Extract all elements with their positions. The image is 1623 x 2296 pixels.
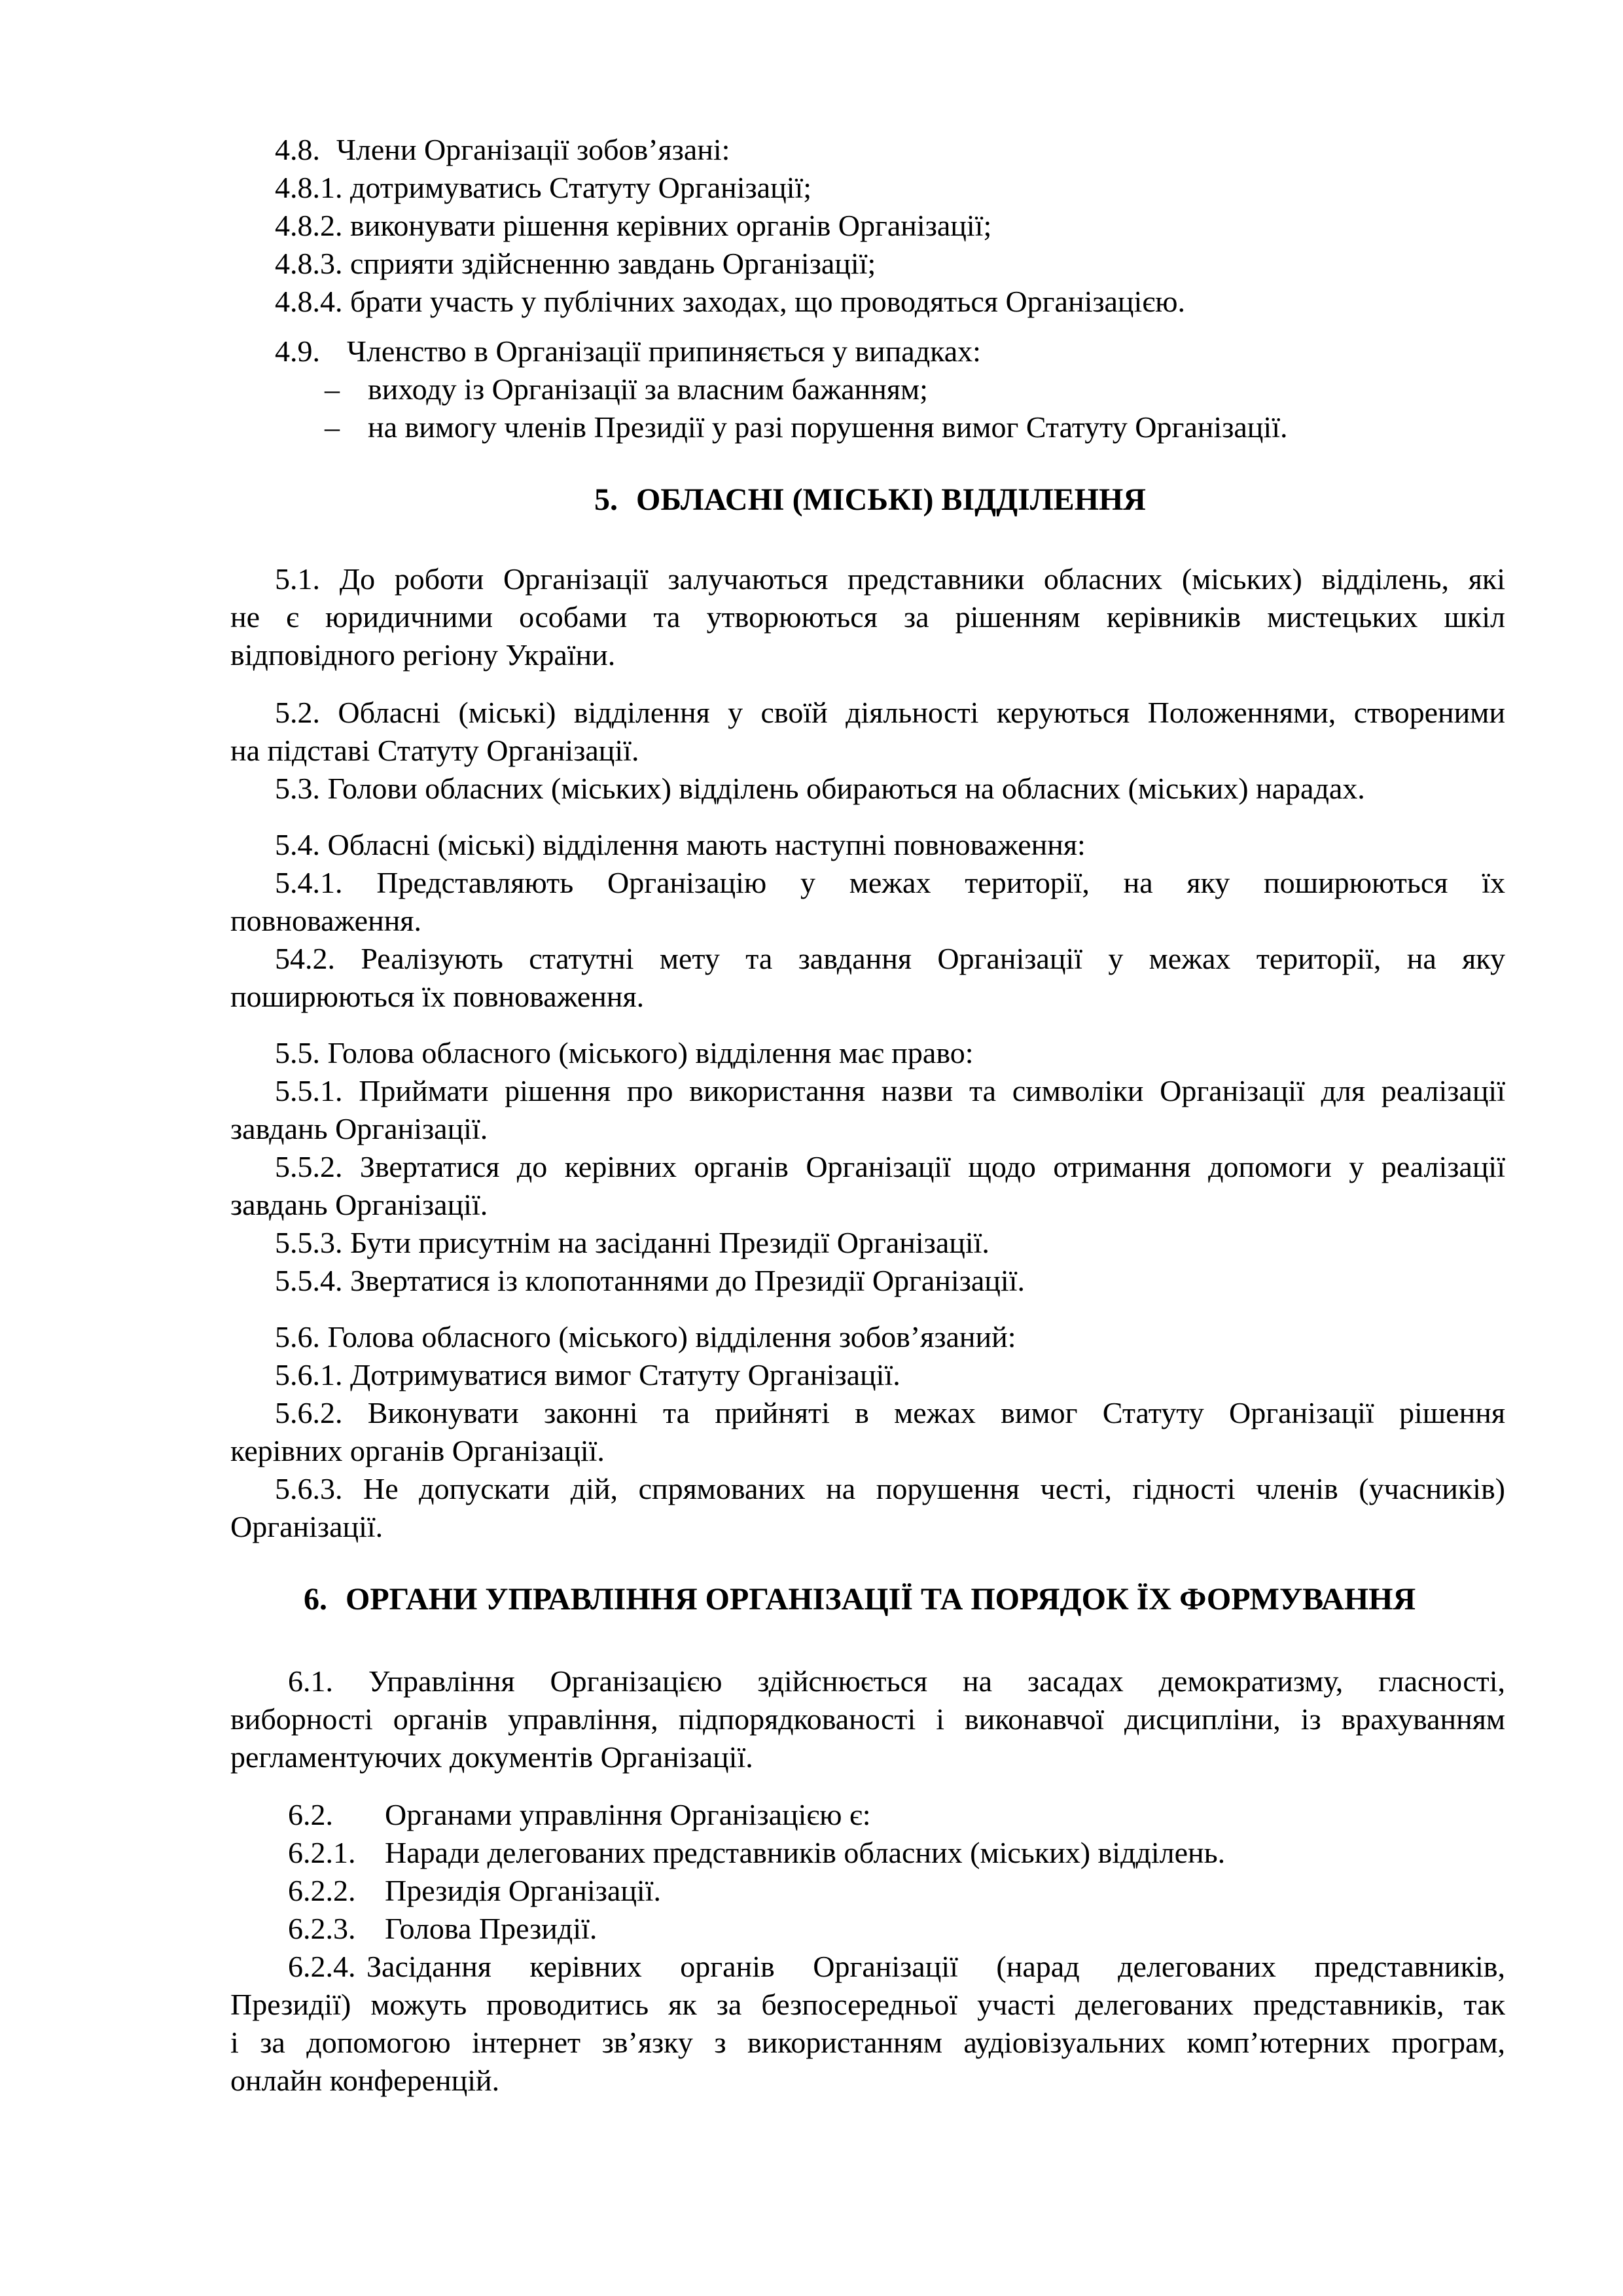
clause-6-2 (288, 1796, 1563, 1834)
heading-number: 5. (594, 482, 618, 517)
para-5-6: 5.6. Голова обласного (міського) відділення зобов’язаний: (275, 1320, 1016, 1354)
para-5-4-2-line-2: поширюються їх повноваження. (230, 980, 645, 1013)
clause-4-9 (275, 332, 1550, 370)
clause-6-2-1 (288, 1834, 1563, 1872)
clause-number: 6.2.1. (288, 1836, 356, 1869)
dash-bullet-icon: – (325, 410, 340, 444)
clause-number: 4.8.1. (275, 171, 343, 204)
clause-text: Члени Організації зобов’язані: (336, 133, 730, 166)
section-5-heading (594, 480, 1623, 520)
heading-number: 6. (304, 1582, 327, 1617)
heading-text: ОБЛАСНІ (МІСЬКІ) ВІДДІЛЕННЯ (636, 482, 1146, 517)
clause-text: Членство в Організації припиняється у випадках: (347, 334, 981, 368)
clause-number: 4.8.2. (275, 209, 343, 242)
para-5-4-1-line-2: повноваження. (230, 904, 421, 937)
clause-4-8 (275, 131, 1550, 169)
clause-number: 4.8. (275, 133, 320, 166)
clause-4-8-4 (275, 283, 1550, 321)
clause-6-2-3 (288, 1910, 1563, 1948)
para-5-4-2-line-1: 54.2. Реалізують статутні мету та завдання Організації у межах території, на яку (275, 942, 1505, 975)
clause-text: Органами управління Організацією є: (385, 1798, 871, 1831)
para-6-1-line-3: регламентуючих документів Організації. (230, 1740, 753, 1774)
clause-text: брати участь у публічних заходах, що проводяться Організацією. (350, 285, 1185, 318)
clause-6-2-2 (288, 1872, 1563, 1910)
para-5-2-line-2: на підставі Статуту Організації. (230, 734, 639, 767)
clause-6-2-4-line-2: Президії) можуть проводитись як за безпосередньої участі делегованих представників, так (230, 1988, 1505, 2021)
clause-4-8-2 (275, 207, 1550, 245)
clause-4-8-3 (275, 245, 1550, 283)
heading-text: ОРГАНИ УПРАВЛІННЯ ОРГАНІЗАЦІЇ ТА ПОРЯДОК ЇХ ФОРМУВАННЯ (346, 1582, 1416, 1617)
clause-number: 6.2. (288, 1798, 333, 1831)
clause-text: Голова Президії. (385, 1912, 597, 1945)
para-6-1-line-2: виборності органів управління, підпорядкованості і виконавчої дисципліни, із врахуванням (230, 1702, 1505, 1736)
clause-text: сприяти здійсненню завдань Організації; (350, 247, 876, 280)
section-6-heading (304, 1580, 1578, 1619)
para-5-6-2-line-1: 5.6.2. Виконувати законні та прийняті в межах вимог Статуту Організації рішення (275, 1396, 1505, 1429)
dash-bullet-icon: – (325, 372, 340, 406)
para-5-6-1: 5.6.1. Дотримуватися вимог Статуту Організації. (275, 1358, 901, 1391)
clause-number: 4.8.4. (275, 285, 343, 318)
bullet-item (325, 408, 1599, 446)
para-5-1-line-2: не є юридичними особами та утворюються за рішенням керівників мистецьких шкіл (230, 600, 1505, 634)
para-5-4: 5.4. Обласні (міські) відділення мають наступні повноваження: (275, 828, 1086, 861)
para-6-1-line-1: 6.1. Управління Організацією здійснюється на засадах демократизму, гласності, (288, 1664, 1505, 1698)
clause-6-2-4-line-1 (288, 1948, 1505, 1986)
para-5-1-line-3: відповідного регіону України. (230, 638, 616, 672)
para-5-5-3: 5.5.3. Бути присутнім на засіданні Президії Організації. (275, 1226, 990, 1259)
clause-text: Президія Організації. (385, 1874, 661, 1907)
para-5-1-line-1: 5.1. До роботи Організації залучаються представники обласних (міських) відділень, які (275, 562, 1505, 596)
para-5-5-2-line-2: завдань Організації. (230, 1188, 488, 1221)
clause-number: 6.2.2. (288, 1874, 356, 1907)
clause-6-2-4-line-4: онлайн конференцій. (230, 2064, 500, 2097)
clause-text: Наради делегованих представників обласних (міських) відділень. (385, 1836, 1226, 1869)
clause-number: 4.9. (275, 334, 320, 368)
para-5-2-line-1: 5.2. Обласні (міські) відділення у своїй діяльності керуються Положеннями, створеними (275, 696, 1505, 729)
clause-number: 6.2.3. (288, 1912, 356, 1945)
para-5-5-2-line-1: 5.5.2. Звертатися до керівних органів Організації щодо отримання допомоги у реалізації (275, 1150, 1505, 1183)
clause-text: виконувати рішення керівних органів Організації; (350, 209, 992, 242)
para-5-5-1-line-2: завдань Організації. (230, 1112, 488, 1145)
para-5-5-4: 5.5.4. Звертатися із клопотаннями до Президії Організації. (275, 1264, 1025, 1297)
clause-number: 6.2.4. (288, 1950, 356, 1983)
para-5-6-2-line-2: керівних органів Організації. (230, 1434, 605, 1467)
para-5-6-3-line-1: 5.6.3. Не допускати дій, спрямованих на порушення честі, гідності членів (учасників) (275, 1472, 1505, 1505)
bullet-item (325, 370, 1599, 408)
clause-number: 4.8.3. (275, 247, 343, 280)
bullet-text: на вимогу членів Президії у разі порушення вимог Статуту Організації. (368, 410, 1288, 444)
bullet-text: виходу із Організації за власним бажанням; (368, 372, 928, 406)
clause-4-8-1 (275, 169, 1550, 207)
para-5-6-3-line-2: Організації. (230, 1510, 383, 1543)
clause-text: Засідання керівних органів Організації (нарад делегованих представників, (366, 1950, 1505, 1983)
para-5-3: 5.3. Голови обласних (міських) відділень обираються на обласних (міських) нарадах. (275, 772, 1365, 805)
para-5-4-1-line-1: 5.4.1. Представляють Організацію у межах території, на яку поширюються їх (275, 866, 1505, 899)
para-5-5-1-line-1: 5.5.1. Приймати рішення про використання назви та символіки Організації для реалізації (275, 1074, 1505, 1107)
clause-6-2-4-line-3: і за допомогою інтернет зв’язку з використанням аудіовізуальних комп’ютерних програм, (230, 2026, 1505, 2059)
para-5-5: 5.5. Голова обласного (міського) відділення має право: (275, 1036, 974, 1069)
clause-text: дотримуватись Статуту Організації; (350, 171, 812, 204)
